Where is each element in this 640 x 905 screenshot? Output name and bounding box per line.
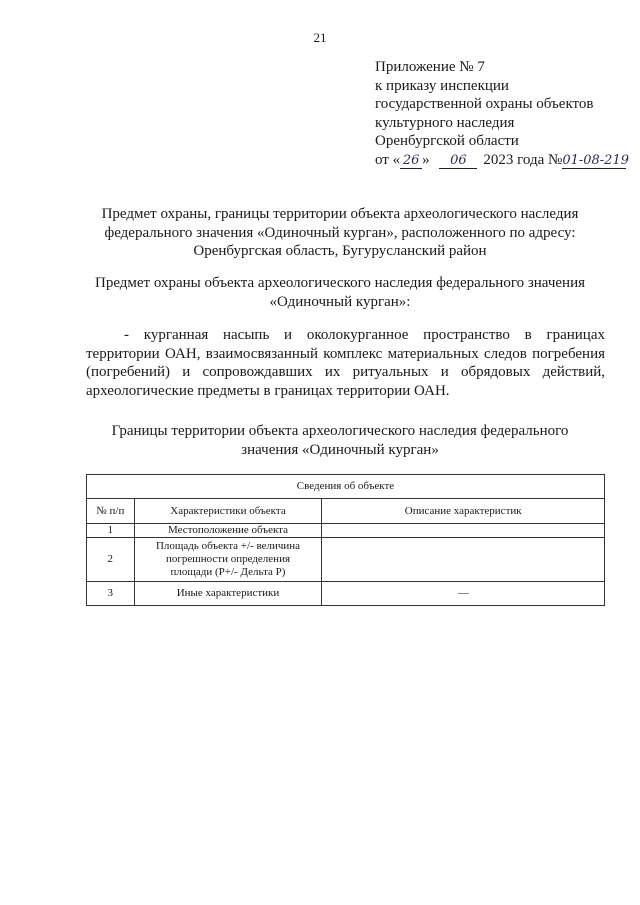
row-number: 3 bbox=[87, 582, 135, 606]
row-description bbox=[322, 524, 605, 538]
characteristic-line: Площадь объекта +/- величина bbox=[155, 540, 301, 552]
row-characteristic: Местоположение объекта bbox=[134, 524, 322, 538]
date-prefix: от « bbox=[375, 151, 401, 168]
date-month: 06 bbox=[439, 154, 477, 169]
borders-heading bbox=[60, 422, 620, 459]
row-characteristic: Иные характеристики bbox=[134, 582, 322, 606]
header-description: Описание характеристик bbox=[322, 499, 605, 524]
document-title bbox=[60, 205, 620, 261]
appendix-header bbox=[375, 58, 629, 169]
borders-title-line: Границы территории объекта археологического наследия федерального bbox=[111, 423, 569, 439]
appendix-title: Приложение № 7 bbox=[375, 59, 485, 75]
appendix-line: культурного наследия bbox=[375, 114, 515, 131]
table-row bbox=[87, 582, 605, 606]
appendix-line: к приказу инспекции bbox=[375, 77, 509, 94]
appendix-line: Оренбургской области bbox=[375, 133, 519, 149]
protection-subject-text bbox=[86, 326, 605, 400]
order-number: 01-08-219 bbox=[562, 152, 629, 168]
date-day: 26 bbox=[400, 154, 422, 169]
object-info-table bbox=[86, 474, 605, 606]
header-number: № п/п bbox=[87, 499, 135, 524]
appendix-date-line bbox=[375, 151, 629, 170]
row-characteristic bbox=[134, 538, 322, 582]
row-number: 2 bbox=[87, 538, 135, 582]
page-number: 21 bbox=[313, 30, 327, 45]
table-caption: Сведения об объекте bbox=[87, 475, 605, 499]
characteristic-line: погрешности определения bbox=[165, 553, 291, 565]
date-mid: » bbox=[422, 151, 430, 168]
row-description: — bbox=[322, 582, 605, 606]
table-row bbox=[87, 538, 605, 582]
characteristic-line: площади (Р+/- Дельта Р) bbox=[170, 566, 286, 578]
borders-title-line: значения «Одиночный курган» bbox=[241, 441, 439, 458]
header-characteristic: Характеристики объекта bbox=[134, 499, 322, 524]
title-line: федерального значения «Одиночный курган», расположенного по адресу: bbox=[104, 224, 576, 241]
row-number: 1 bbox=[87, 524, 135, 538]
subtitle-line: Предмет охраны объекта археологического наследия федерального значения bbox=[94, 275, 586, 291]
title-line: Предмет охраны, границы территории объекта археологического наследия bbox=[101, 206, 579, 222]
subtitle-line: «Одиночный курган»: bbox=[269, 293, 411, 310]
appendix-line: государственной охраны объектов bbox=[375, 96, 594, 112]
date-year: 2023 года № bbox=[483, 151, 563, 168]
table-row bbox=[87, 524, 605, 538]
row-description bbox=[322, 538, 605, 582]
paragraph: - курганная насыпь и околокурганное пространство в границах территории ОАН, взаимосвязанный комплекс материальных следов погребения (погребений) и сопровождавших их ритуальных и обрядовых действий, археологические предметы в границах территории ОАН. bbox=[86, 327, 605, 399]
title-line: Оренбургская область, Бугурусланский район bbox=[193, 243, 487, 259]
protection-subject-heading bbox=[60, 274, 620, 311]
